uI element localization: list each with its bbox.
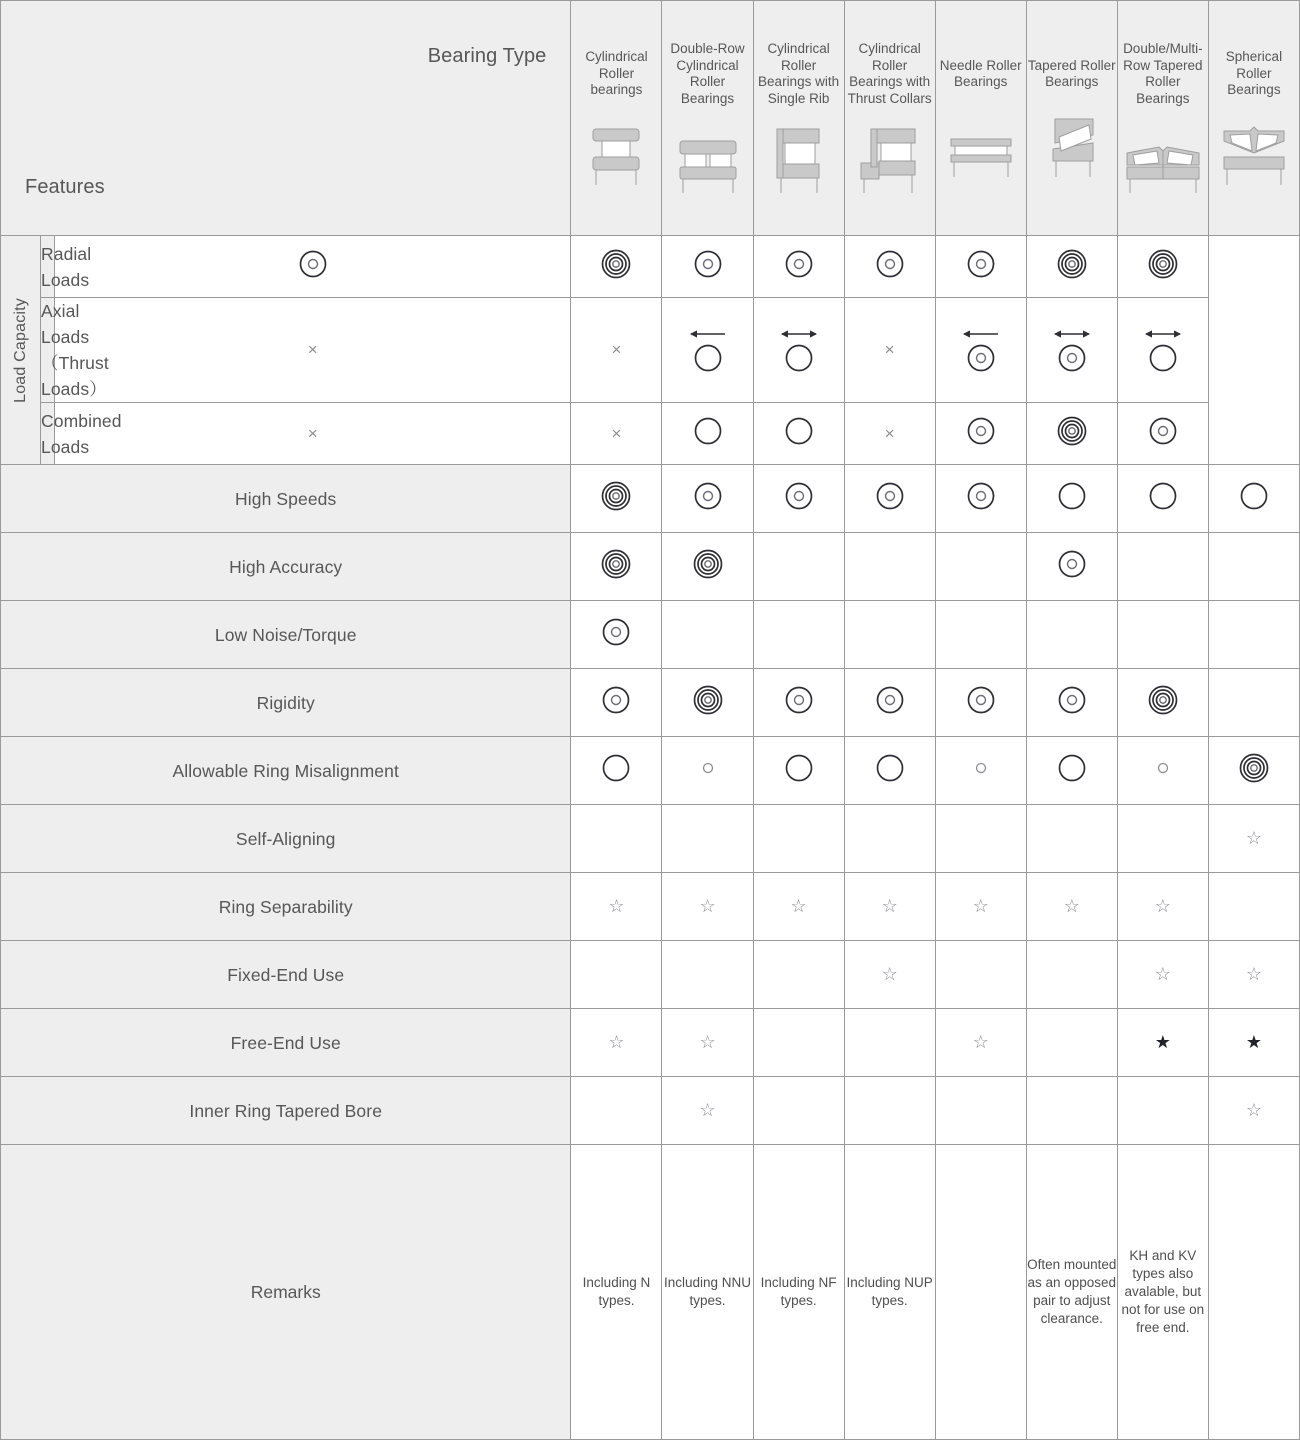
symbol-axial-left — [936, 328, 1026, 373]
symbol-poor — [701, 761, 715, 775]
remarks-cell-1 — [662, 1145, 753, 1440]
double-row-cylindrical-roller-bearing-diagram — [662, 115, 752, 195]
cell-r10-c0 — [571, 941, 662, 1009]
cell-r7-c2 — [753, 737, 844, 805]
cylindrical-roller-bearing-diagram — [571, 107, 661, 187]
symbol-star-outline: ☆ — [608, 1031, 625, 1052]
symbol-fair — [875, 753, 905, 783]
symbol-excellent — [600, 248, 632, 280]
symbol-fair — [1057, 753, 1087, 783]
cell-r10-c5 — [1026, 941, 1117, 1009]
symbol-axial-left — [662, 328, 752, 373]
symbol-star-outline: ☆ — [1063, 895, 1080, 916]
cell-r3-c4 — [935, 465, 1026, 533]
column-header-0 — [571, 1, 662, 236]
cylindrical-roller-thrust-collar-diagram — [845, 115, 935, 195]
row-label-text: Low Noise/Torque — [214, 624, 357, 645]
cell-r10-c4 — [935, 941, 1026, 1009]
cell-r12-c4 — [935, 1077, 1026, 1145]
symbol-star-outline: ☆ — [699, 1099, 716, 1120]
symbol-not-applicable: × — [611, 340, 622, 359]
cell-r8-c6 — [1117, 805, 1208, 873]
symbol-axial-both — [1118, 328, 1208, 373]
symbol-not-applicable: × — [307, 423, 318, 443]
row-label-text: Fixed-End Use — [227, 964, 345, 985]
cell-r2-c0 — [55, 403, 571, 465]
row-label-text: High Accuracy — [229, 556, 343, 577]
column-header-6 — [1117, 1, 1208, 236]
row-label-3 — [1, 465, 571, 533]
cell-r5-c2 — [753, 601, 844, 669]
symbol-fair — [1148, 343, 1178, 373]
table-row — [1, 1009, 1300, 1077]
symbol-good — [966, 416, 996, 446]
cell-r5-c6 — [1117, 601, 1208, 669]
cell-r11-c2 — [753, 1009, 844, 1077]
symbol-good — [1057, 549, 1087, 579]
cell-r8-c2 — [753, 805, 844, 873]
symbol-fair — [693, 416, 723, 446]
symbol-good — [1148, 416, 1178, 446]
cell-r8-c1 — [662, 805, 753, 873]
symbol-axial-both — [754, 328, 844, 373]
tapered-roller-bearing-diagram — [1027, 99, 1117, 179]
remarks-row — [1, 1145, 1300, 1440]
cell-r0-c4 — [844, 236, 935, 298]
row-label-9 — [1, 873, 571, 941]
cell-r11-c4 — [935, 1009, 1026, 1077]
remarks-cell-2 — [753, 1145, 844, 1440]
symbol-poor — [1156, 761, 1170, 775]
load-capacity-text: Load Capacity — [11, 297, 29, 403]
column-header-1 — [662, 1, 753, 236]
symbol-axial-both — [1027, 328, 1117, 373]
symbol-good — [875, 249, 905, 279]
symbol-star-outline: ☆ — [972, 895, 989, 916]
cell-r2-c2 — [662, 403, 753, 465]
remarks-text: Including NF types. — [760, 1275, 837, 1308]
symbol-fair — [601, 753, 631, 783]
symbol-good — [966, 343, 996, 373]
cell-r6-c7 — [1208, 669, 1299, 737]
row-label-text: Combined Loads — [41, 410, 122, 457]
table-body — [1, 1, 1300, 1440]
symbol-excellent — [692, 548, 724, 580]
cell-r10-c6 — [1117, 941, 1208, 1009]
cell-r1-c2 — [662, 298, 753, 403]
row-label-text: Self-Aligning — [235, 828, 336, 849]
cylindrical-roller-single-rib-diagram — [754, 115, 844, 195]
cell-r8-c3 — [844, 805, 935, 873]
cell-r1-c0 — [55, 298, 571, 403]
symbol-not-applicable: × — [307, 340, 318, 359]
cell-r5-c3 — [844, 601, 935, 669]
remarks-cell-0 — [571, 1145, 662, 1440]
symbol-not-applicable: × — [884, 340, 895, 359]
cell-r3-c7 — [1208, 465, 1299, 533]
symbol-good — [1057, 343, 1087, 373]
load-capacity-group-label — [1, 236, 41, 465]
cell-r10-c3 — [844, 941, 935, 1009]
cell-r4-c7 — [1208, 533, 1299, 601]
axial-direction-arrow-icon — [685, 328, 731, 340]
row-label-8 — [1, 805, 571, 873]
symbol-good — [1057, 685, 1087, 715]
cell-r11-c3 — [844, 1009, 935, 1077]
cell-r6-c4 — [935, 669, 1026, 737]
symbol-star-outline: ☆ — [699, 895, 716, 916]
row-label-4 — [1, 533, 571, 601]
table-row — [1, 805, 1300, 873]
bearing-type-label: Bearing Type — [427, 45, 547, 67]
cell-r7-c4 — [935, 737, 1026, 805]
column-header-label: Cylindrical Roller bearings — [585, 49, 648, 98]
remarks-text: KH and KV types also avalable, but not for use on free end. — [1121, 1248, 1205, 1335]
symbol-star-outline: ☆ — [881, 895, 898, 916]
column-header-label: Needle Roller Bearings — [939, 57, 1022, 89]
cell-r11-c5 — [1026, 1009, 1117, 1077]
column-header-label: Cylindrical Roller Bearings with Thrust Collars — [847, 41, 932, 106]
table-row — [1, 1077, 1300, 1145]
cell-r3-c2 — [753, 465, 844, 533]
symbol-excellent — [1147, 684, 1179, 716]
cell-r7-c5 — [1026, 737, 1117, 805]
cell-r12-c3 — [844, 1077, 935, 1145]
cell-r0-c7 — [1117, 236, 1208, 298]
row-label-text: Ring Separability — [218, 896, 353, 917]
cell-r4-c2 — [753, 533, 844, 601]
symbol-good — [601, 685, 631, 715]
cell-r0-c5 — [935, 236, 1026, 298]
symbol-fair — [1239, 481, 1269, 511]
symbol-good — [298, 249, 328, 279]
symbol-excellent — [600, 480, 632, 512]
cell-r6-c0 — [571, 669, 662, 737]
cell-r1-c3 — [753, 298, 844, 403]
cell-r2-c4 — [844, 403, 935, 465]
table-row — [1, 403, 1300, 465]
cell-r6-c1 — [662, 669, 753, 737]
symbol-good — [966, 685, 996, 715]
row-label-text-line2: （Thrust Loads） — [41, 353, 109, 399]
symbol-star-outline: ☆ — [972, 1031, 989, 1052]
symbol-fair — [693, 343, 723, 373]
row-label-6 — [1, 669, 571, 737]
remarks-text: Including N types. — [582, 1275, 651, 1308]
symbol-excellent — [600, 548, 632, 580]
symbol-good — [784, 249, 814, 279]
symbol-star-outline: ☆ — [881, 963, 898, 984]
cell-r9-c1 — [662, 873, 753, 941]
table-row — [1, 533, 1300, 601]
cell-r5-c1 — [662, 601, 753, 669]
symbol-excellent — [1238, 752, 1270, 784]
symbol-poor — [974, 761, 988, 775]
table-row — [1, 669, 1300, 737]
axial-direction-arrow-icon — [958, 328, 1004, 340]
remarks-text: Including NUP types. — [846, 1275, 933, 1308]
symbol-excellent — [692, 684, 724, 716]
cell-r2-c3 — [753, 403, 844, 465]
cell-r3-c1 — [662, 465, 753, 533]
cell-r1-c7 — [1117, 298, 1208, 403]
cell-r7-c6 — [1117, 737, 1208, 805]
cell-r9-c0 — [571, 873, 662, 941]
cell-r9-c6 — [1117, 873, 1208, 941]
axial-direction-arrow-icon — [1049, 328, 1095, 340]
symbol-not-applicable: × — [611, 423, 622, 443]
features-label: Features — [25, 176, 105, 198]
remarks-label — [1, 1145, 571, 1440]
cell-r1-c4 — [844, 298, 935, 403]
symbol-good — [784, 481, 814, 511]
column-header-4 — [935, 1, 1026, 236]
symbol-star-filled: ★ — [1154, 1031, 1171, 1052]
row-label-text-line1: Axial Loads — [41, 301, 90, 347]
table-row — [1, 298, 1300, 403]
row-label-5 — [1, 601, 571, 669]
table-row — [1, 737, 1300, 805]
symbol-fair — [1057, 481, 1087, 511]
cell-r11-c0 — [571, 1009, 662, 1077]
axial-direction-arrow-icon — [776, 328, 822, 340]
cell-r10-c1 — [662, 941, 753, 1009]
row-label-text: Radial Loads — [41, 243, 92, 290]
cell-r12-c5 — [1026, 1077, 1117, 1145]
table-row — [1, 873, 1300, 941]
symbol-star-outline: ☆ — [608, 895, 625, 916]
remarks-text: Often mounted as an opposed pair to adjust clearance. — [1027, 1257, 1117, 1326]
cell-r12-c1 — [662, 1077, 753, 1145]
cell-r8-c0 — [571, 805, 662, 873]
cell-r12-c7 — [1208, 1077, 1299, 1145]
symbol-fair — [784, 343, 814, 373]
symbol-star-outline: ☆ — [1245, 963, 1262, 984]
cell-r1-c5 — [935, 298, 1026, 403]
needle-roller-bearing-diagram — [936, 99, 1026, 179]
cell-r0-c6 — [1026, 236, 1117, 298]
cell-r4-c4 — [935, 533, 1026, 601]
cell-r3-c5 — [1026, 465, 1117, 533]
row-label-7 — [1, 737, 571, 805]
column-header-label: Cylindrical Roller Bearings with Single Rib — [758, 41, 840, 106]
remarks-text: Including NNU types. — [663, 1275, 752, 1308]
symbol-star-outline: ☆ — [1245, 827, 1262, 848]
row-label-text: High Speeds — [235, 488, 337, 509]
row-label-2 — [41, 403, 122, 465]
symbol-star-outline: ☆ — [699, 1031, 716, 1052]
spherical-roller-bearing-diagram — [1209, 107, 1299, 187]
symbol-star-filled: ★ — [1245, 1031, 1262, 1052]
column-header-2 — [753, 1, 844, 236]
cell-r2-c6 — [1026, 403, 1117, 465]
cell-r8-c4 — [935, 805, 1026, 873]
column-header-5 — [1026, 1, 1117, 236]
axial-direction-arrow-icon — [1140, 328, 1186, 340]
table-row — [1, 601, 1300, 669]
column-header-label: Double-Row Cylindrical Roller Bearings — [670, 41, 745, 106]
cell-r6-c6 — [1117, 669, 1208, 737]
table-header-row — [1, 1, 1300, 236]
cell-r6-c2 — [753, 669, 844, 737]
cell-r9-c7 — [1208, 873, 1299, 941]
cell-r0-c0 — [55, 236, 571, 298]
symbol-good — [784, 685, 814, 715]
cell-r8-c5 — [1026, 805, 1117, 873]
cell-r1-c1 — [571, 298, 662, 403]
cell-r5-c0 — [571, 601, 662, 669]
remarks-cell-6 — [1117, 1145, 1208, 1440]
table-row — [1, 941, 1300, 1009]
cell-r9-c3 — [844, 873, 935, 941]
symbol-star-outline: ☆ — [1245, 1099, 1262, 1120]
column-header-3 — [844, 1, 935, 236]
symbol-star-outline: ☆ — [1154, 895, 1171, 916]
cell-r4-c6 — [1117, 533, 1208, 601]
symbol-good — [966, 249, 996, 279]
remarks-label-text: Remarks — [250, 1281, 321, 1302]
cell-r10-c7 — [1208, 941, 1299, 1009]
row-label-0 — [41, 236, 92, 298]
symbol-not-applicable: × — [884, 423, 895, 443]
cell-r12-c6 — [1117, 1077, 1208, 1145]
cell-r11-c1 — [662, 1009, 753, 1077]
cell-r11-c6 — [1117, 1009, 1208, 1077]
symbol-fair — [784, 416, 814, 446]
cell-r0-c3 — [753, 236, 844, 298]
symbol-good — [693, 481, 723, 511]
symbol-good — [875, 685, 905, 715]
cell-r4-c5 — [1026, 533, 1117, 601]
cell-r6-c5 — [1026, 669, 1117, 737]
cell-r2-c7 — [1117, 403, 1208, 465]
row-label-text: Rigidity — [256, 692, 315, 713]
cell-r9-c2 — [753, 873, 844, 941]
cell-r3-c6 — [1117, 465, 1208, 533]
remarks-cell-5 — [1026, 1145, 1117, 1440]
cell-r2-c5 — [935, 403, 1026, 465]
cell-r12-c2 — [753, 1077, 844, 1145]
column-header-7 — [1208, 1, 1299, 236]
symbol-excellent — [1056, 415, 1088, 447]
symbol-good — [875, 481, 905, 511]
row-label-1 — [41, 298, 109, 403]
cell-r12-c0 — [571, 1077, 662, 1145]
column-header-label: Spherical Roller Bearings — [1225, 49, 1283, 98]
cell-r3-c3 — [844, 465, 935, 533]
cell-r3-c0 — [571, 465, 662, 533]
cell-r7-c1 — [662, 737, 753, 805]
table-row — [1, 236, 1300, 298]
cell-r7-c0 — [571, 737, 662, 805]
remarks-cell-3 — [844, 1145, 935, 1440]
symbol-star-outline: ☆ — [1154, 963, 1171, 984]
cell-r7-c3 — [844, 737, 935, 805]
cell-r2-c1 — [571, 403, 662, 465]
row-label-text: Inner Ring Tapered Bore — [189, 1100, 383, 1121]
column-header-label: Tapered Roller Bearings — [1027, 57, 1116, 89]
double-multi-row-tapered-roller-bearing-diagram — [1118, 115, 1208, 195]
header-corner-cell — [1, 1, 571, 236]
symbol-good — [601, 617, 631, 647]
cell-r5-c5 — [1026, 601, 1117, 669]
row-label-11 — [1, 1009, 571, 1077]
symbol-fair — [1148, 481, 1178, 511]
cell-r6-c3 — [844, 669, 935, 737]
cell-r4-c3 — [844, 533, 935, 601]
cell-r0-c1 — [571, 236, 662, 298]
symbol-star-outline: ☆ — [790, 895, 807, 916]
column-header-label: Double/Multi-Row Tapered Roller Bearings — [1123, 41, 1203, 106]
cell-r8-c7 — [1208, 805, 1299, 873]
cell-r5-c7 — [1208, 601, 1299, 669]
cell-r0-c2 — [662, 236, 753, 298]
row-label-text: Allowable Ring Misalignment — [172, 760, 399, 781]
cell-r1-c6 — [1026, 298, 1117, 403]
row-label-12 — [1, 1077, 571, 1145]
remarks-cell-4 — [935, 1145, 1026, 1440]
symbol-good — [693, 249, 723, 279]
symbol-fair — [784, 753, 814, 783]
remarks-cell-7 — [1208, 1145, 1299, 1440]
cell-r7-c7 — [1208, 737, 1299, 805]
row-label-text: Free-End Use — [230, 1032, 341, 1053]
cell-r5-c4 — [935, 601, 1026, 669]
table-row — [1, 465, 1300, 533]
symbol-good — [966, 481, 996, 511]
row-label-10 — [1, 941, 571, 1009]
symbol-excellent — [1147, 248, 1179, 280]
cell-r9-c5 — [1026, 873, 1117, 941]
cell-r11-c7 — [1208, 1009, 1299, 1077]
cell-r10-c2 — [753, 941, 844, 1009]
cell-r4-c1 — [662, 533, 753, 601]
symbol-excellent — [1056, 248, 1088, 280]
cell-r4-c0 — [571, 533, 662, 601]
cell-r9-c4 — [935, 873, 1026, 941]
